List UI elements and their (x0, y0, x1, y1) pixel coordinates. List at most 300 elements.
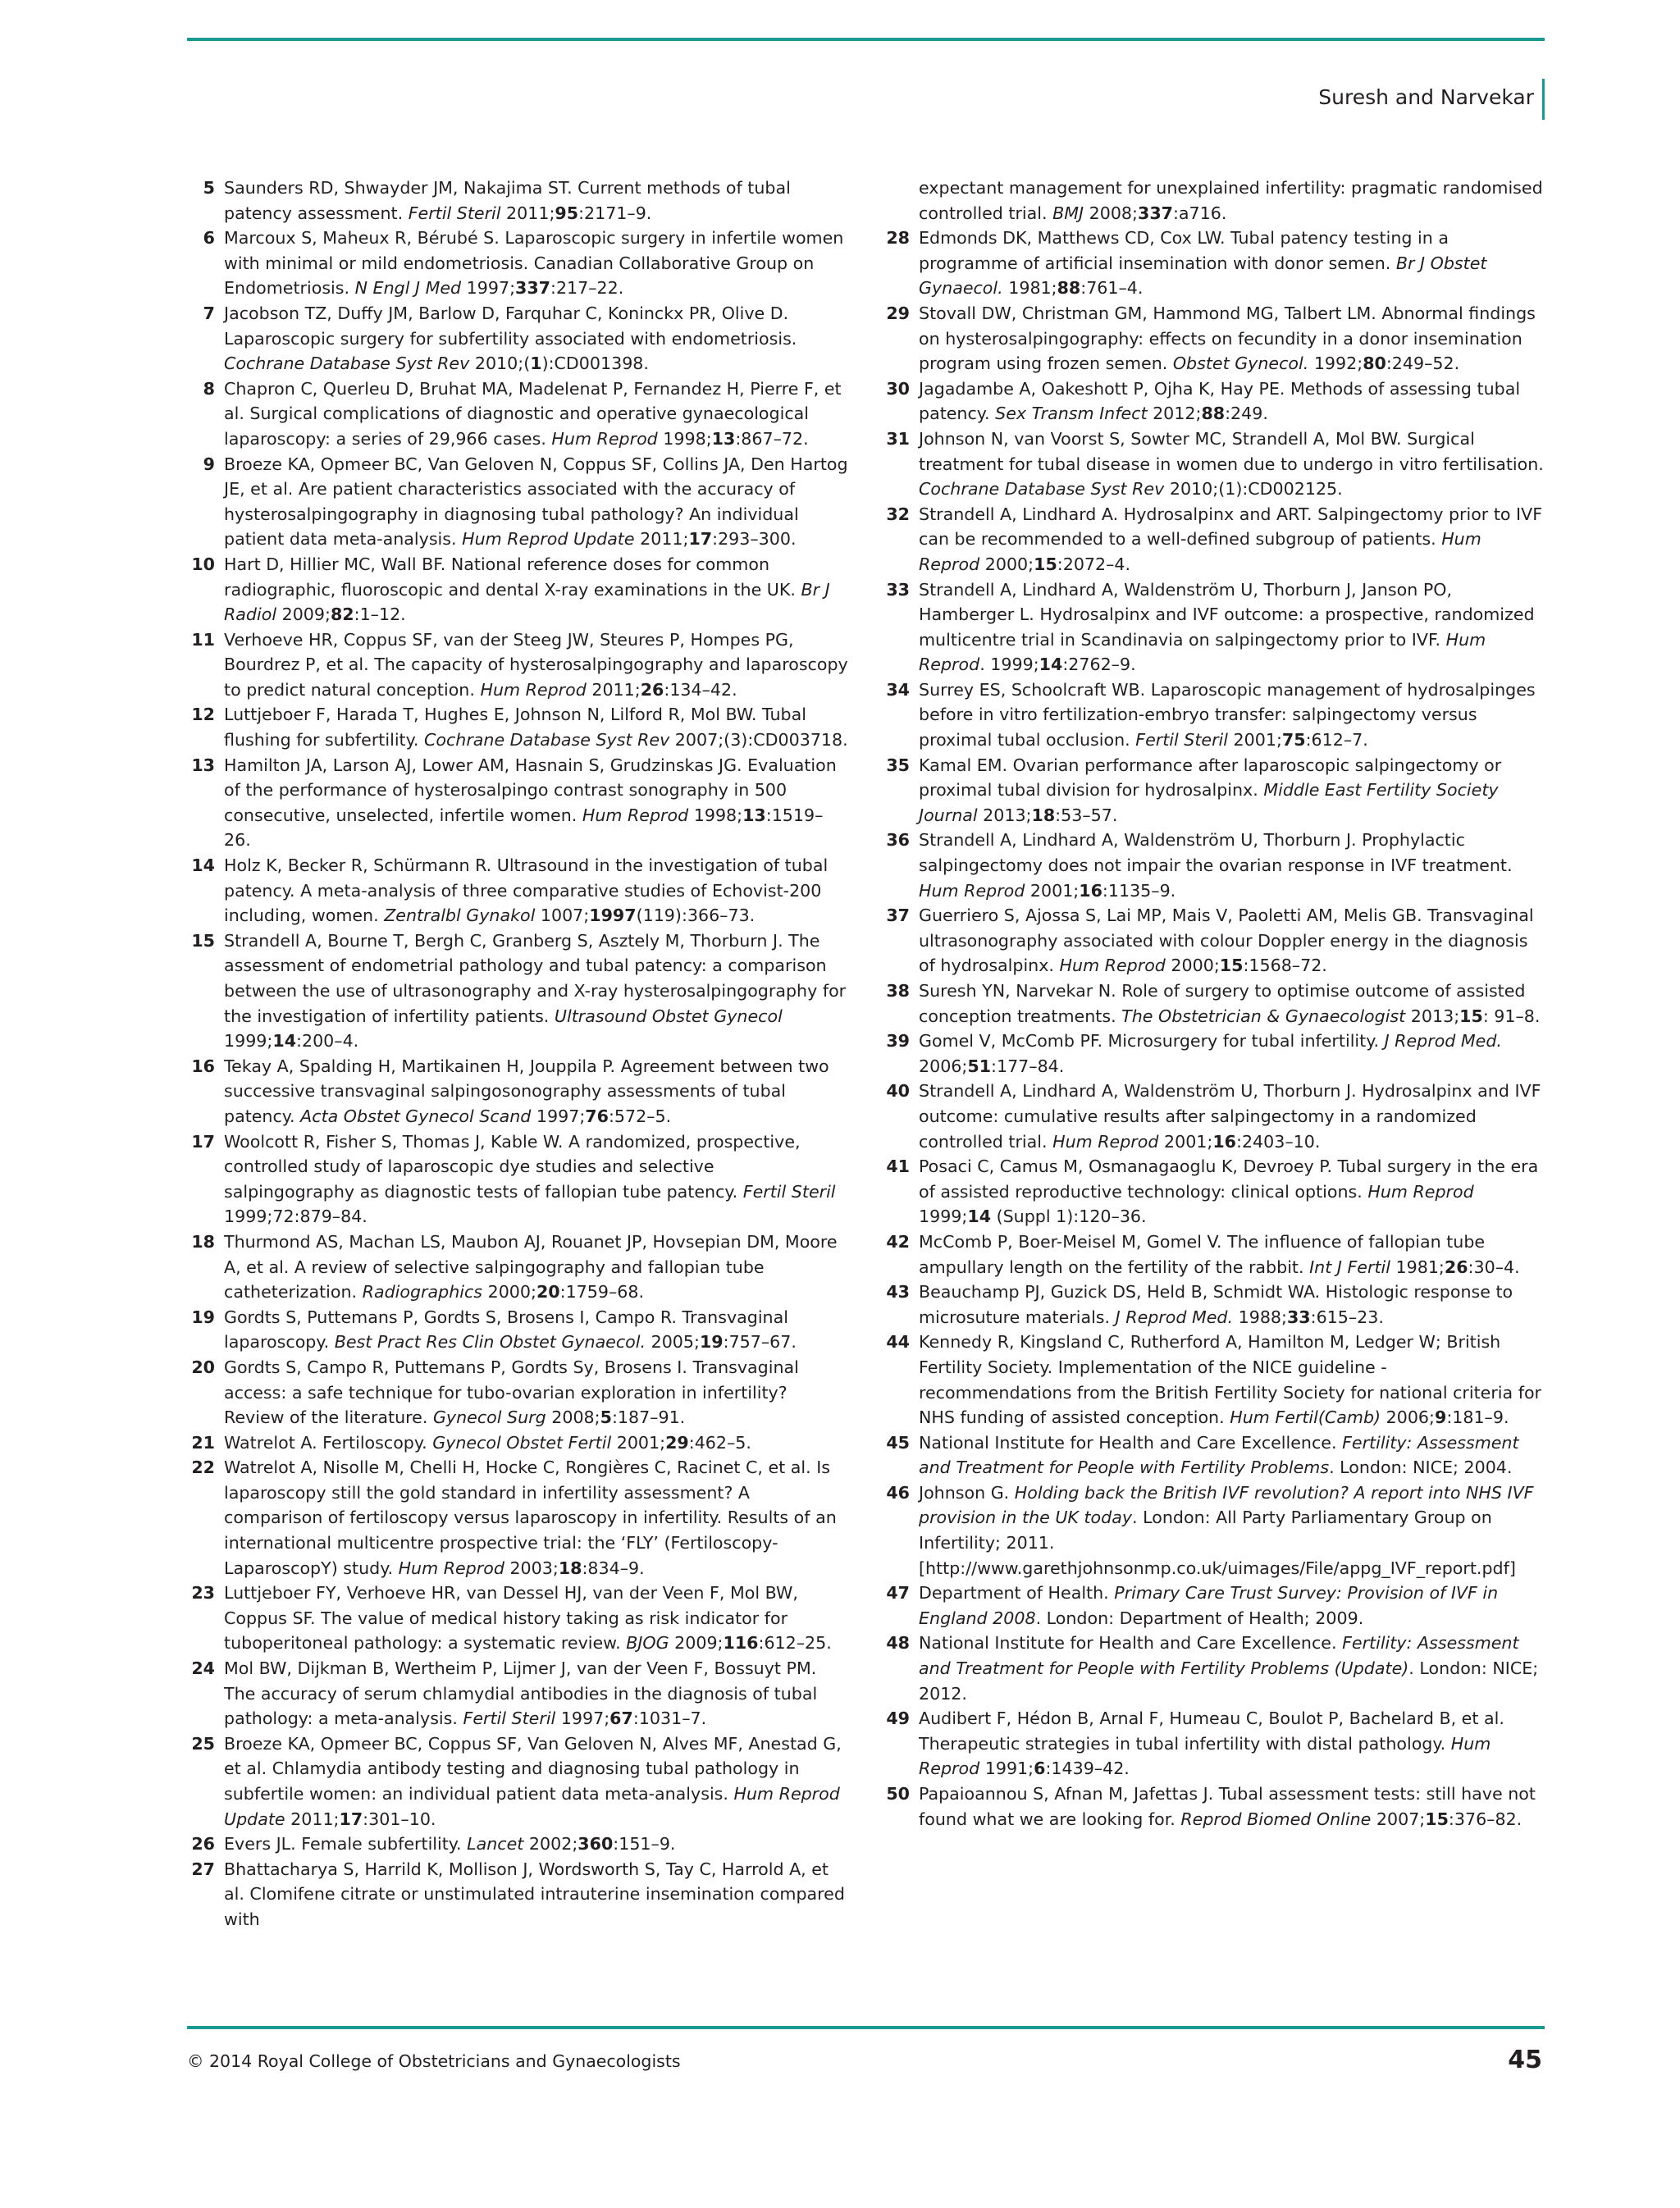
reference-text: :134–42. (664, 679, 737, 700)
reference-text: Johnson G. (919, 1482, 1015, 1503)
reference-text: :1135–9. (1102, 880, 1176, 901)
reference-text: :293–300. (712, 529, 797, 550)
journal-title: Reprod Biomed Online (1180, 1809, 1372, 1829)
reference-item (882, 1154, 1545, 1229)
volume-number: 26 (1444, 1257, 1468, 1277)
reference-text: 2006; (919, 1056, 968, 1076)
reference-number: 30 (886, 378, 910, 399)
volume-number: 20 (536, 1282, 560, 1302)
header-divider (1542, 79, 1545, 120)
reference-text: 2000; (482, 1282, 536, 1302)
reference-number: 27 (191, 1859, 215, 1879)
reference-text: Audibert F, Hédon B, Arnal F, Humeau C, Boulot P, Bachelard B, et al. Therapeutic strategies in tubal infertility with distal pathology. (919, 1708, 1504, 1754)
reference-text: Watrelot A. Fertiloscopy. (224, 1432, 433, 1453)
reference-text: :53–57. (1055, 805, 1118, 825)
reference-text: Tekay A, Spalding H, Martikainen H, Jouppila P. Agreement between two successive transvaginal salpingosonography assessments of tubal patency. (224, 1056, 829, 1126)
running-head: Suresh and Narvekar (1318, 85, 1534, 109)
reference-text: :1–12. (354, 604, 406, 625)
reference-text: Department of Health. (919, 1583, 1115, 1604)
reference-item (882, 903, 1545, 979)
reference-number: 9 (203, 454, 215, 474)
reference-item (882, 427, 1545, 502)
reference-text: :181–9. (1446, 1407, 1509, 1428)
reference-text: 1988; (1233, 1307, 1287, 1327)
reference-continuation (882, 176, 1545, 226)
journal-title: Hum Reprod (1059, 956, 1166, 976)
reference-text: 2007;(3):CD003718. (669, 730, 848, 750)
journal-title: Hum Fertil(Camb) (1230, 1407, 1381, 1428)
reference-text: Surrey ES, Schoolcraft WB. Laparoscopic management of hydrosalpinges before in vitro fertilization-embryo transfer: salpingectomy versus proximal tubal occlusion. (919, 679, 1536, 750)
reference-item (187, 1129, 850, 1229)
reference-number: 8 (203, 378, 215, 399)
reference-number: 7 (203, 303, 215, 323)
journal-title: Ultrasound Obstet Gynecol (554, 1006, 783, 1026)
reference-item (187, 627, 850, 703)
volume-number: 15 (1459, 1006, 1483, 1026)
reference-text: Jacobson TZ, Duffy JM, Barlow D, Farquhar C, Koninckx PR, Olive D. Laparoscopic surgery for subfertility associated with endometriosis. (224, 303, 797, 349)
reference-text: Posaci C, Camus M, Osmanagaoglu K, Devroey P. Tubal surgery in the era of assisted reproductive technology: clinical options. (919, 1156, 1539, 1202)
volume-number: 75 (1281, 730, 1306, 750)
reference-item (187, 452, 850, 552)
footer-copyright: © 2014 Royal College of Obstetricians and Gynaecologists (187, 2051, 681, 2071)
reference-item (187, 1455, 850, 1581)
reference-text: Luttjeboer FY, Verhoeve HR, van Dessel HJ, van der Veen F, Mol BW, Coppus SF. The value of medical history taking as risk indicator for tuboperitoneal pathology: a systematic review. (224, 1583, 798, 1654)
reference-text: 2003; (504, 1558, 559, 1578)
reference-text: 2010;(1):CD002125. (1164, 479, 1343, 500)
reference-item (187, 1581, 850, 1656)
reference-number: 40 (886, 1081, 910, 1102)
reference-number: 50 (886, 1784, 910, 1804)
reference-text: Hamilton JA, Larson AJ, Lower AM, Hasnain S, Grudzinskas JG. Evaluation of the performance of hysterosalpingo contrast sonography in 500 consecutive, unselected, infertile women. (224, 755, 837, 825)
journal-title: Hum Reprod (919, 629, 1486, 675)
journal-title: Hum Reprod (398, 1558, 504, 1578)
volume-number: 17 (688, 529, 713, 550)
reference-item (882, 226, 1545, 301)
reference-number: 13 (191, 755, 215, 775)
reference-item (882, 753, 1545, 828)
volume-number: 15 (1219, 956, 1244, 976)
reference-text: 1998; (657, 428, 712, 449)
reference-text: :462–5. (688, 1432, 751, 1453)
volume-number: 67 (609, 1708, 633, 1729)
reference-item (882, 502, 1545, 577)
journal-title: Fertility: Assessment and Treatment for People with Fertility Problems (919, 1432, 1519, 1478)
reference-number: 46 (886, 1482, 910, 1503)
journal-title: Zentralbl Gynakol (384, 906, 536, 926)
reference-text: 2008; (1084, 203, 1138, 223)
volume-number: 15 (1034, 554, 1057, 574)
reference-text: 2011; (285, 1809, 340, 1829)
reference-text: Woolcott R, Fisher S, Thomas J, Kable W. A randomized, prospective, controlled study of laparoscopic dye studies and selective salpingography as diagnostic tests of fallopian tube patency. (224, 1131, 801, 1202)
reference-number: 23 (191, 1583, 215, 1604)
reference-item (187, 702, 850, 752)
reference-text: Johnson N, van Voorst S, Sowter MC, Strandell A, Mol BW. Surgical treatment for tubal disease in women due to undergo in vitro fertilisation. (919, 428, 1544, 474)
reference-item (882, 1631, 1545, 1706)
reference-text: :376–82. (1448, 1809, 1522, 1829)
reference-text: :761–4. (1080, 278, 1144, 299)
reference-number: 21 (191, 1432, 215, 1453)
reference-item (882, 1229, 1545, 1280)
reference-text: :151–9. (613, 1834, 676, 1854)
reference-number: 14 (191, 855, 215, 876)
reference-text: Hart D, Hillier MC, Wall BF. National reference doses for common radiographic, fluoroscopic and dental X-ray examinations in the UK. (224, 554, 801, 600)
reference-text: Strandell A, Lindhard A. Hydrosalpinx and ART. Salpingectomy prior to IVF can be recommended to a well-defined subgroup of patients. (919, 504, 1543, 550)
volume-number: 337 (515, 278, 551, 299)
journal-title: Obstet Gynecol. (1172, 354, 1309, 374)
reference-text: :2072–4. (1057, 554, 1131, 574)
volume-number: 1 (530, 354, 542, 374)
reference-text: :200–4. (296, 1031, 359, 1052)
reference-text: :249–52. (1386, 354, 1460, 374)
journal-title: Middle East Fertility Society Journal (919, 780, 1499, 825)
volume-number: 360 (578, 1834, 614, 1854)
reference-text: 2006; (1381, 1407, 1435, 1428)
reference-text: 2001; (1228, 730, 1282, 750)
reference-text: Guerriero S, Ajossa S, Lai MP, Mais V, Paoletti AM, Melis GB. Transvaginal ultrasonography associated with colour Doppler energy in the diagnosis of hydrosalpinx. (919, 906, 1534, 976)
reference-text: Stovall DW, Christman GM, Hammond MG, Talbert LM. Abnormal findings on hysterosalpingography: effects on fecundity in a donor insemination program using frozen semen. (919, 303, 1536, 374)
reference-text: 2000; (1165, 956, 1220, 976)
volume-number: 51 (967, 1056, 992, 1076)
reference-text: Gordts S, Campo R, Puttemans P, Gordts Sy, Brosens I. Transvaginal access: a safe technique for tubo-ovarian exploration in infertility? Review of the literature. (224, 1357, 799, 1428)
reference-number: 33 (886, 579, 910, 600)
reference-text: Papaioannou S, Afnan M, Jafettas J. Tubal assessment tests: still have not found what we are looking for. (919, 1784, 1536, 1829)
references-column-right (882, 176, 1545, 1832)
reference-text: Beauchamp PJ, Guzick DS, Held B, Schmidt WA. Histologic response to microsuture materials. (919, 1282, 1513, 1327)
reference-text: :2762–9. (1062, 655, 1136, 675)
reference-number: 34 (886, 679, 910, 700)
journal-title: Cochrane Database Syst Rev (423, 730, 670, 750)
volume-number: 18 (1031, 805, 1056, 825)
journal-title: Fertil Steril (408, 203, 501, 223)
volume-number: 9 (1434, 1407, 1447, 1428)
reference-text: expectant management for unexplained infertility: pragmatic randomised controlled trial. (919, 178, 1543, 223)
reference-number: 37 (886, 906, 910, 926)
reference-text: :187–91. (611, 1407, 686, 1428)
reference-item (882, 828, 1545, 903)
reference-item (187, 226, 850, 301)
volume-number: 13 (711, 428, 736, 449)
reference-item (187, 1229, 850, 1305)
reference-text: 1007; (535, 906, 590, 926)
volume-number: 29 (665, 1432, 689, 1453)
reference-text: 2008; (546, 1407, 600, 1428)
reference-text: :a716. (1172, 203, 1227, 223)
reference-item (882, 677, 1545, 753)
reference-text: :834–9. (582, 1558, 645, 1578)
reference-number: 42 (886, 1231, 910, 1252)
reference-text: 2011; (500, 203, 555, 223)
reference-number: 47 (886, 1583, 910, 1604)
reference-text: Broeze KA, Opmeer BC, Van Geloven N, Coppus SF, Collins JA, Den Hartog JE, et al. Are patient characteristics associated with the accuracy of hysterosalpingography in diagnosing tubal pathology? An individual patient data meta-analysis. (224, 454, 848, 550)
page-number: 45 (1508, 2046, 1542, 2074)
reference-text: Strandell A, Lindhard A, Waldenström U, Thorburn J. Prophylactic salpingectomy does not impair the ovarian response in IVF treatment. (919, 830, 1513, 876)
volume-number: 16 (1212, 1131, 1237, 1152)
reference-number: 28 (886, 228, 910, 249)
reference-text: . London: Department of Health; 2009. (1035, 1608, 1364, 1628)
reference-text: :1568–72. (1243, 956, 1327, 976)
reference-text: . 1999; (979, 655, 1039, 675)
reference-text: (Suppl 1):120–36. (991, 1207, 1147, 1227)
reference-text: : 91–8. (1482, 1006, 1541, 1026)
reference-number: 5 (203, 178, 215, 198)
reference-number: 45 (886, 1432, 910, 1453)
reference-text: ):CD001398. (541, 354, 649, 374)
reference-text: 1999; (919, 1207, 968, 1227)
journal-title: Hum Reprod (1367, 1181, 1474, 1202)
reference-text: :1439–42. (1045, 1759, 1130, 1779)
reference-text: Gomel V, McComb PF. Microsurgery for tubal infertility. (919, 1031, 1385, 1052)
reference-text: 1997; (461, 278, 516, 299)
reference-text: 1998; (688, 805, 743, 825)
reference-item (882, 1781, 1545, 1832)
volume-number: 1997 (589, 906, 637, 926)
reference-text: 2000; (979, 554, 1034, 574)
reference-text: 2007; (1371, 1809, 1426, 1829)
volume-number: 337 (1137, 203, 1173, 223)
reference-text: Strandell A, Bourne T, Bergh C, Granberg S, Asztely M, Thorburn J. The assessment of endometrial pathology and tubal patency: a comparison between the use of ultrasonography and X-ray hysterosalpingography for the investigation of infertility patients. (224, 930, 847, 1026)
reference-number: 48 (886, 1633, 910, 1654)
reference-text: . London: All Party Parliamentary Group on Infertility; 2011. [http://www.garethjohnsonmp.co.uk/uimages/File/appg_IVF_report.pdf] (919, 1508, 1516, 1578)
reference-number: 32 (886, 504, 910, 524)
volume-number: 15 (1425, 1809, 1449, 1829)
reference-text: :1759–68. (559, 1282, 645, 1302)
reference-text: 2009; (669, 1633, 724, 1654)
journal-title: Hum Reprod (1052, 1131, 1159, 1152)
reference-item (882, 1029, 1545, 1079)
journal-title: Fertility: Assessment and Treatment for People with Fertility Problems (Update) (919, 1633, 1519, 1679)
reference-item (882, 1706, 1545, 1781)
journal-title: Fertil Steril (742, 1181, 836, 1202)
journal-title: Sex Transm Infect (995, 404, 1148, 424)
reference-item (187, 552, 850, 627)
reference-text: Kennedy R, Kingsland C, Rutherford A, Hamilton M, Ledger W; British Fertility Society. Implementation of the NICE guideline - recommendations from the British Fertility Society for national criteria for NHS funding of assisted conception. (919, 1332, 1542, 1428)
reference-text: :572–5. (608, 1106, 672, 1126)
journal-title: Holding back the British IVF revolution? A report into NHS IVF provision in the UK today (919, 1482, 1534, 1528)
journal-title: Cochrane Database Syst Rev (919, 479, 1165, 500)
journal-title: Hum Reprod Update (224, 1784, 840, 1829)
reference-text: :1031–7. (632, 1708, 707, 1729)
volume-number: 5 (600, 1407, 612, 1428)
volume-number: 95 (555, 203, 579, 223)
reference-text: Gordts S, Puttemans P, Gordts S, Brosens I, Campo R. Transvaginal laparoscopy. (224, 1307, 788, 1353)
header-rule (187, 38, 1545, 41)
reference-text: 1992; (1308, 354, 1363, 374)
reference-text: 2005; (646, 1332, 700, 1353)
reference-text: :217–22. (550, 278, 624, 299)
reference-text: Suresh YN, Narvekar N. Role of surgery to optimise outcome of assisted conception treatments. (919, 981, 1526, 1026)
journal-title: Hum Reprod (480, 679, 587, 700)
reference-text: :1519–26. (224, 805, 824, 851)
reference-number: 39 (886, 1031, 910, 1052)
reference-item (882, 301, 1545, 376)
volume-number: 88 (1201, 404, 1226, 424)
reference-text: Luttjeboer F, Harada T, Hughes E, Johnson N, Lilford R, Mol BW. Tubal flushing for subfertility. (224, 705, 806, 750)
reference-item (882, 1581, 1545, 1631)
journal-title: Lancet (467, 1834, 524, 1854)
reference-number: 43 (886, 1282, 910, 1302)
reference-text: Bhattacharya S, Harrild K, Mollison J, Wordsworth S, Tay C, Harrold A, et al. Clomifene citrate or unstimulated intrauterine insemination compared with (224, 1859, 845, 1929)
volume-number: 19 (699, 1332, 724, 1353)
reference-text: 1981; (1390, 1257, 1445, 1277)
reference-number: 6 (203, 228, 215, 249)
reference-text: 2012; (1147, 404, 1202, 424)
journal-title: Hum Reprod (919, 529, 1481, 574)
reference-number: 20 (191, 1357, 215, 1377)
journal-title: Cochrane Database Syst Rev (224, 354, 470, 374)
reference-item (882, 376, 1545, 427)
reference-text: Strandell A, Lindhard A, Waldenström U, Thorburn J. Hydrosalpinx and IVF outcome: cumulative results after salpingectomy in a randomized controlled trial. (919, 1081, 1541, 1152)
reference-item (187, 1857, 850, 1932)
journal-title: Int J Fertil (1309, 1257, 1390, 1277)
volume-number: 17 (339, 1809, 363, 1829)
reference-text: Saunders RD, Shwayder JM, Nakajima ST. Current methods of tubal patency assessment. (224, 178, 791, 223)
reference-text: Edmonds DK, Matthews CD, Cox LW. Tubal patency testing in a programme of artificial insemination with donor semen. (919, 228, 1449, 273)
volume-number: 6 (1034, 1759, 1046, 1779)
reference-number: 18 (191, 1231, 215, 1252)
reference-text: Strandell A, Lindhard A, Waldenström U, Thorburn J, Janson PO, Hamberger L. Hydrosalpinx and IVF outcome: a prospective, randomized multicentre trial in Scandinavia on salpingectomy prior to IVF. (919, 579, 1535, 650)
reference-item (187, 376, 850, 452)
reference-text: :301–10. (363, 1809, 436, 1829)
reference-number: 29 (886, 303, 910, 323)
reference-text: (119):366–73. (636, 906, 756, 926)
reference-item (187, 1355, 850, 1430)
volume-number: 14 (1039, 655, 1063, 675)
reference-number: 16 (191, 1056, 215, 1076)
reference-text: 2011; (586, 679, 641, 700)
reference-text: 2011; (634, 529, 689, 550)
journal-title: Acta Obstet Gynecol Scand (300, 1106, 532, 1126)
reference-item (187, 176, 850, 226)
reference-number: 11 (191, 629, 215, 650)
reference-number: 10 (191, 554, 215, 574)
reference-text: 2002; (523, 1834, 578, 1854)
journal-title: Fertil Steril (1135, 730, 1228, 750)
reference-number: 26 (191, 1834, 215, 1854)
journal-title: Radiographics (362, 1282, 483, 1302)
reference-item (882, 1430, 1545, 1480)
reference-text: McComb P, Boer-Meisel M, Gomel V. The influence of fallopian tube ampullary length on the fertility of the rabbit. (919, 1231, 1486, 1277)
reference-text: :615–23. (1310, 1307, 1384, 1327)
reference-text: . London: NICE; 2012. (919, 1658, 1539, 1704)
reference-text: 1991; (979, 1759, 1034, 1779)
journal-title: Hum Reprod (582, 805, 689, 825)
reference-item (187, 1430, 850, 1456)
journal-title: J Reprod Med. (1384, 1031, 1502, 1052)
journal-title: Hum Reprod (919, 880, 1025, 901)
volume-number: 88 (1057, 278, 1081, 299)
reference-text: 2001; (611, 1432, 666, 1453)
reference-item (187, 1731, 850, 1832)
reference-text: 1997; (555, 1708, 610, 1729)
reference-item (187, 1832, 850, 1857)
reference-number: 22 (191, 1458, 215, 1478)
reference-text: Holz K, Becker R, Schürmann R. Ultrasound in the investigation of tubal patency. A meta-analysis of three comparative studies of Echovist-200 including, women. (224, 855, 829, 926)
reference-item (882, 577, 1545, 677)
reference-text: National Institute for Health and Care Excellence. (919, 1633, 1343, 1654)
volume-number: 80 (1363, 354, 1386, 374)
reference-text: 2010;( (469, 354, 531, 374)
reference-item (187, 853, 850, 928)
reference-number: 31 (886, 428, 910, 449)
volume-number: 76 (585, 1106, 609, 1126)
reference-item (187, 928, 850, 1054)
reference-text: :757–67. (723, 1332, 797, 1353)
reference-number: 38 (886, 981, 910, 1001)
reference-number: 24 (191, 1658, 215, 1679)
journal-title: Br J Obstet Gynaecol. (919, 253, 1487, 299)
journal-title: The Obstetrician & Gynaecologist (1121, 1006, 1406, 1026)
journal-title: Gynecol Obstet Fertil (432, 1432, 612, 1453)
reference-item (187, 1656, 850, 1731)
reference-text: Kamal EM. Ovarian performance after laparoscopic salpingectomy or proximal tubal division for hydrosalpinx. (919, 755, 1502, 801)
reference-text: :612–25. (758, 1633, 832, 1654)
reference-text: 2009; (276, 604, 331, 625)
reference-text: Broeze KA, Opmeer BC, Coppus SF, Van Geloven N, Alves MF, Anestad G, et al. Chlamydia antibody testing and diagnosing tubal pathology in subfertile women: an individual patient data meta-analysis. (224, 1733, 842, 1804)
reference-item (187, 1054, 850, 1129)
footer-rule (187, 2026, 1545, 2029)
reference-text: 2013; (1405, 1006, 1460, 1026)
volume-number: 82 (330, 604, 354, 625)
reference-item (882, 1330, 1545, 1430)
reference-text: Watrelot A, Nisolle M, Chelli H, Hocke C, Rongières C, Racinet C, et al. Is laparoscopy still the gold standard in infertility assessment? A comparison of fertiloscopy versus laparoscopy in infertility. Results of an international multicentre prospective trial: the ‘FLY’ (Fertiloscopy-LaparoscopY) study. (224, 1458, 837, 1578)
reference-number: 36 (886, 830, 910, 851)
reference-number: 17 (191, 1131, 215, 1152)
journal-title: Hum Reprod (551, 428, 658, 449)
reference-item (187, 301, 850, 376)
volume-number: 116 (723, 1633, 759, 1654)
journal-title: BMJ (1052, 203, 1084, 223)
reference-number: 25 (191, 1733, 215, 1754)
reference-text: 1997; (531, 1106, 586, 1126)
volume-number: 13 (742, 805, 766, 825)
reference-text: Mol BW, Dijkman B, Wertheim P, Lijmer J, van der Veen F, Bossuyt PM. The accuracy of serum chlamydial antibodies in the diagnosis of tubal pathology: a meta-analysis. (224, 1658, 818, 1729)
journal-title: Best Pract Res Clin Obstet Gynaecol. (334, 1332, 646, 1353)
reference-item (187, 753, 850, 853)
reference-text: :249. (1225, 404, 1268, 424)
reference-text: :177–84. (991, 1056, 1065, 1076)
journal-title: Primary Care Trust Survey: Provision of IVF in England 2008 (919, 1583, 1499, 1628)
reference-item (882, 1079, 1545, 1154)
reference-text: 2013; (977, 805, 1032, 825)
reference-text: :612–7. (1305, 730, 1368, 750)
volume-number: 26 (640, 679, 664, 700)
reference-text: Evers JL. Female subfertility. (224, 1834, 468, 1854)
reference-number: 35 (886, 755, 910, 775)
reference-item (187, 1305, 850, 1355)
journal-title: BJOG (626, 1633, 669, 1654)
volume-number: 33 (1286, 1307, 1311, 1327)
journal-title: N Engl J Med (354, 278, 462, 299)
reference-text: :2171–9. (578, 203, 652, 223)
journal-title: Hum Reprod Update (462, 529, 635, 550)
reference-number: 15 (191, 930, 215, 951)
reference-text: :2403–10. (1236, 1131, 1321, 1152)
reference-text: 2001; (1158, 1131, 1213, 1152)
reference-text: Chapron C, Querleu D, Bruhat MA, Madelenat P, Fernandez H, Pierre F, et al. Surgical complications of diagnostic and operative gynaecological laparoscopy: a series of 29,966 cases. (224, 378, 842, 449)
reference-number: 44 (886, 1332, 910, 1353)
volume-number: 14 (967, 1207, 992, 1227)
reference-text: 1999; (224, 1031, 273, 1052)
journal-title: Hum Reprod (919, 1733, 1491, 1779)
journal-title: J Reprod Med. (1115, 1307, 1234, 1327)
reference-text: Thurmond AS, Machan LS, Maubon AJ, Rouanet JP, Hovsepian DM, Moore A, et al. A review of selective salpingography and fallopian tube catheterization. (224, 1231, 838, 1302)
volume-number: 18 (558, 1558, 582, 1578)
reference-text: :30–4. (1468, 1257, 1520, 1277)
reference-text: 1999;72:879–84. (224, 1207, 368, 1227)
journal-title: Gynecol Surg (432, 1407, 546, 1428)
reference-text: 2001; (1025, 880, 1080, 901)
reference-number: 19 (191, 1307, 215, 1327)
